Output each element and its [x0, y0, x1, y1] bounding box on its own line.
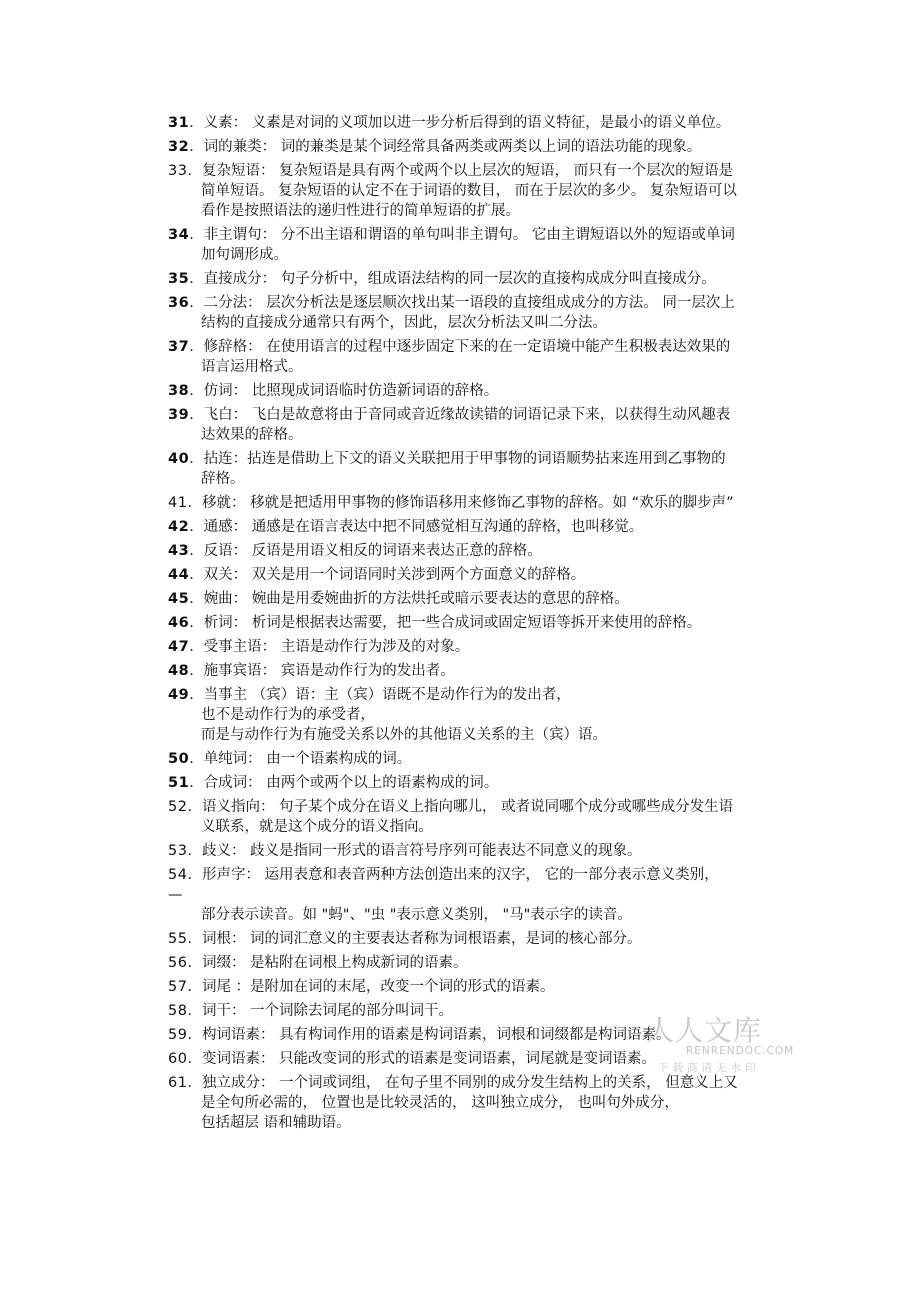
entry-text: ．歧义： 歧义是指同一形式的语言符号序列可能表达不同意义的现象。 — [187, 843, 642, 859]
entry-continuation-line: 达效果的辞格。 — [201, 427, 303, 443]
glossary-entry — [168, 749, 788, 769]
entry-first-line — [168, 493, 788, 513]
glossary-entry — [168, 589, 788, 609]
entry-text: ．婉曲： 婉曲是用委婉曲折的方法烘托或暗示要表达的意思的辞格。 — [189, 591, 629, 607]
entry-number: 44 — [168, 567, 190, 583]
glossary-entry — [168, 841, 788, 861]
entry-text: ．双关： 双关是用一个词语同时关涉到两个方面意义的辞格。 — [189, 567, 586, 583]
entry-number: 61 — [168, 1075, 188, 1091]
entry-number: 42 — [168, 519, 190, 535]
entry-continuation-line: 是全句所必需的， 位置也是比较灵活的， 这叫独立成分， 也叫句外成分， — [201, 1095, 679, 1111]
entry-text: ．析词： 析词是根据表达需要，把一些合成词或固定短语等拆开来使用的辞格。 — [189, 615, 702, 631]
entry-continuation-line: 辞格。 — [201, 471, 245, 487]
entry-text: ．受事主语： 主语是动作行为涉及的对象。 — [189, 639, 470, 655]
entry-text: ．复杂短语： 复杂短语是具有两个或两个以上层次的短语， 而只有一个层次的短语是 — [187, 163, 734, 179]
entry-continuation-line: 结构的直接成分通常只有两个，因此，层次分析法又叫二分法。 — [201, 315, 607, 331]
entry-number: 37 — [168, 339, 190, 355]
entry-number: 39 — [168, 407, 190, 423]
entry-text: ．义素： 义素是对词的义项加以进一步分析后得到的语义特征，是最小的语义单位。 — [189, 115, 731, 131]
entry-number: 52 — [168, 799, 188, 815]
entry-number: 55 — [168, 931, 188, 947]
entry-continuation-line: 而是与动作行为有施受关系以外的其他语义关系的主（宾）语。 — [201, 727, 607, 743]
entry-text: ．移就： 移就是把适用甲事物的修饰语移用来修饰乙事物的辞格。如 “欢乐的脚步声” — [187, 495, 734, 511]
entry-number: 40 — [168, 451, 190, 467]
glossary-entry — [168, 929, 788, 949]
glossary-entry — [168, 449, 788, 489]
entry-continuation-line: 简单短语。 复杂短语的认定不在于词语的数目， 而在于层次的多少。 复杂短语可以 — [201, 183, 737, 199]
entry-first-line — [168, 773, 788, 793]
entry-first-line — [168, 661, 788, 681]
glossary-entry — [168, 613, 788, 633]
entry-text: ．单纯词： 由一个语素构成的词。 — [189, 751, 412, 767]
entry-first-line — [168, 405, 788, 425]
entry-number: 48 — [168, 663, 190, 679]
entry-number: 49 — [168, 687, 190, 703]
glossary-entry — [168, 773, 788, 793]
entry-first-line — [168, 113, 788, 133]
entry-first-line — [168, 541, 788, 561]
entry-first-line — [168, 381, 788, 401]
entry-number: 34 — [168, 227, 190, 243]
entry-continuation-line: 加句调形成。 — [201, 247, 288, 263]
entry-first-line — [168, 225, 788, 245]
entry-text: ．仿词： 比照现成词语临时仿造新词语的辞格。 — [189, 383, 499, 399]
entry-number: 58 — [168, 1003, 188, 1019]
glossary-entry — [168, 225, 788, 265]
entry-continuation-line: — — [168, 887, 183, 903]
entry-text: ．当事主 （宾）语：主（宾）语既不是动作行为的发出者， — [189, 687, 571, 703]
entry-text: ．直接成分： 句子分析中，组成语法结构的同一层次的直接构成成分叫直接成分。 — [189, 271, 716, 287]
entry-number: 45 — [168, 591, 190, 607]
entry-text: ．反语： 反语是用语义相反的词语来表达正意的辞格。 — [189, 543, 542, 559]
entry-text: ．形声字： 运用表意和表音两种方法创造出来的汉字， 它的一部分表示意义类别， — [187, 867, 719, 883]
glossary-entry — [168, 161, 788, 221]
entry-number: 59 — [168, 1027, 188, 1043]
entry-number: 31 — [168, 115, 190, 131]
entry-first-line — [168, 685, 788, 705]
entry-text: ．施事宾语： 宾语是动作行为的发出者。 — [189, 663, 455, 679]
entry-text: ．语义指向： 句子某个成分在语义上指向哪儿， 或者说同哪个成分或哪些成分发生语 — [187, 799, 734, 815]
entry-number: 33 — [168, 163, 188, 179]
entry-text: ．词尾 ：是附加在词的末尾，改变一个词的形式的语素。 — [187, 979, 555, 995]
entry-text: ．通感： 通感是在语言表达中把不同感觉相互沟通的辞格，也叫移觉。 — [189, 519, 644, 535]
entry-first-line — [168, 797, 788, 817]
entry-first-line — [168, 337, 788, 357]
glossary-entry — [168, 637, 788, 657]
entry-number: 57 — [168, 979, 188, 995]
entry-continuation-line: 语言运用格式。 — [201, 359, 303, 375]
glossary-list — [168, 113, 788, 1137]
entry-number: 32 — [168, 139, 190, 155]
entry-first-line — [168, 293, 788, 313]
entry-first-line — [168, 613, 788, 633]
entry-text: ．独立成分： 一个词或词组， 在句子里不同别的成分发生结构上的关系， 但意义上又 — [187, 1075, 738, 1091]
entry-first-line — [168, 929, 788, 949]
entry-text: ．构词语素： 具有构词作用的语素是构词语素，词根和词缀都是构词语素。 — [187, 1027, 671, 1043]
watermark-logo — [646, 1014, 795, 1077]
entry-first-line — [168, 637, 788, 657]
entry-text: ．飞白： 飞白是故意将由于音同或音近缘故读错的词语记录下来，以获得生动风趣表 — [189, 407, 731, 423]
glossary-entry — [168, 797, 788, 837]
watermark-slogan: 下载高清无水印 — [658, 1062, 760, 1074]
glossary-entry — [168, 269, 788, 289]
watermark-title: 人人文库 — [646, 1014, 763, 1047]
entry-number: 38 — [168, 383, 190, 399]
entry-first-line — [168, 749, 788, 769]
entry-first-line — [168, 449, 788, 469]
entry-continuation-line: 部分表示读音。如 "蚂"、"虫 "表示意义类别， "马"表示字的读音。 — [201, 907, 632, 923]
glossary-entry — [168, 517, 788, 537]
glossary-entry — [168, 977, 788, 997]
entry-continuation-line: 义联系，就是这个成分的语义指向。 — [201, 819, 433, 835]
entry-number: 53 — [168, 843, 188, 859]
entry-number: 60 — [168, 1051, 188, 1067]
glossary-entry — [168, 541, 788, 561]
entry-text: ．词根： 词的词汇意义的主要表达者称为词根语素，是词的核心部分。 — [187, 931, 642, 947]
entry-first-line — [168, 517, 788, 537]
entry-first-line — [168, 953, 788, 973]
glossary-entry — [168, 661, 788, 681]
entry-text: ．变词语素： 只能改变词的形式的语素是变词语素，词尾就是变词语素。 — [187, 1051, 657, 1067]
entry-text: ．二分法： 层次分析法是逐层顺次找出某一语段的直接组成成分的方法。 同一层次上 — [189, 295, 735, 311]
entry-text: ．非主谓句： 分不出主语和谓语的单句叫非主谓句。 它由主谓短语以外的短语或单词 — [189, 227, 735, 243]
entry-first-line — [168, 589, 788, 609]
glossary-entry — [168, 953, 788, 973]
entry-number: 56 — [168, 955, 188, 971]
entry-continuation-line: 看作是按照语法的递归性进行的简单短语的扩展。 — [201, 203, 520, 219]
glossary-entry — [168, 1073, 788, 1133]
glossary-entry — [168, 137, 788, 157]
entry-text: ．拈连：拈连是借助上下文的语义关联把用于甲事物的词语顺势拈来连用到乙事物的 — [189, 451, 726, 467]
glossary-entry — [168, 113, 788, 133]
entry-number: 35 — [168, 271, 190, 287]
entry-first-line — [168, 841, 788, 861]
entry-first-line — [168, 137, 788, 157]
entry-number: 51 — [168, 775, 190, 791]
entry-continuation-line: 包括超层 语和辅助语。 — [201, 1115, 351, 1131]
glossary-entry — [168, 381, 788, 401]
entry-first-line — [168, 977, 788, 997]
entry-number: 41 — [168, 495, 188, 511]
entry-number: 54 — [168, 867, 188, 883]
glossary-entry — [168, 337, 788, 377]
entry-first-line — [168, 269, 788, 289]
entry-text: ．修辞格： 在使用语言的过程中逐步固定下来的在一定语境中能产生积极表达效果的 — [189, 339, 731, 355]
entry-number: 47 — [168, 639, 190, 655]
entry-text: ．合成词： 由两个或两个以上的语素构成的词。 — [189, 775, 499, 791]
entry-text: ．词缀： 是粘附在词根上构成新词的语素。 — [187, 955, 468, 971]
glossary-entry — [168, 493, 788, 513]
entry-first-line — [168, 161, 788, 181]
glossary-entry — [168, 565, 788, 585]
glossary-entry — [168, 685, 788, 745]
entry-continuation-line: 也不是动作行为的承受者， — [201, 707, 375, 723]
entry-number: 50 — [168, 751, 190, 767]
watermark-domain: RENRENDOC.COM — [686, 1045, 795, 1057]
glossary-entry — [168, 293, 788, 333]
entry-text: ．词干： 一个词除去词尾的部分叫词干。 — [187, 1003, 454, 1019]
entry-number: 36 — [168, 295, 190, 311]
entry-first-line — [168, 565, 788, 585]
glossary-entry — [168, 865, 788, 925]
entry-text: ．词的兼类： 词的兼类是某个词经常具备两类或两类以上词的语法功能的现象。 — [189, 139, 702, 155]
entry-first-line — [168, 865, 788, 885]
entry-number: 46 — [168, 615, 190, 631]
glossary-entry — [168, 405, 788, 445]
entry-number: 43 — [168, 543, 190, 559]
